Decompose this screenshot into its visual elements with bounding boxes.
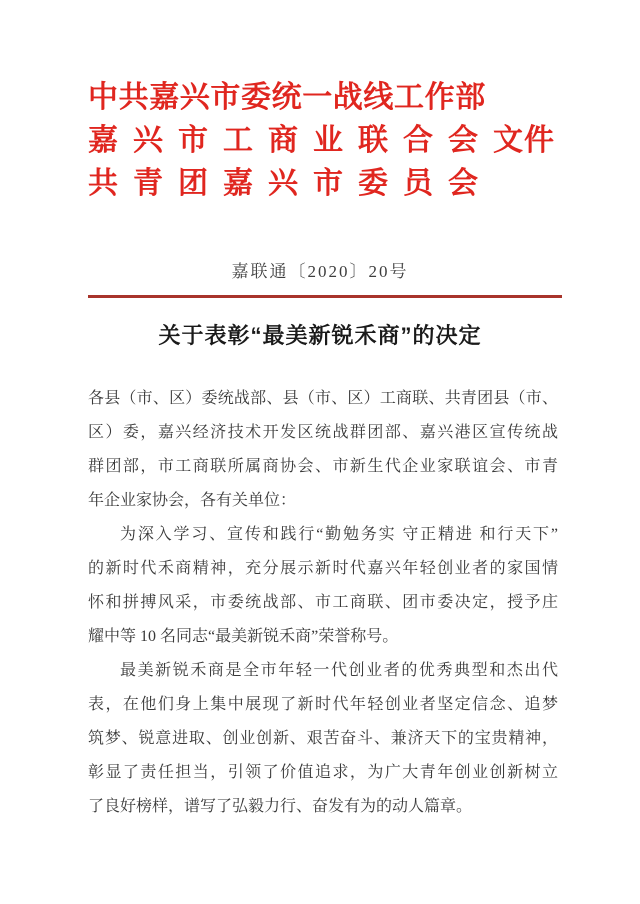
issuer-line-1: 中共嘉兴市委统一战线工作部 [88, 81, 486, 114]
issuer-line-2-suffix: 文件 [493, 124, 555, 157]
body-line: 筑梦、锐意进取、创业创新、艰苦奋斗、兼济天下的宝贵精神， [88, 730, 558, 747]
body-line: 怀和拼搏风采，市委统战部、市工商联、团市委决定，授予庄 [88, 594, 558, 611]
letterhead [88, 76, 555, 205]
body-line: 年企业家协会，各有关单位： [88, 492, 297, 509]
issuer-line-2-name: 嘉兴市工商业联合会 [88, 124, 493, 157]
document-body [88, 382, 558, 824]
body-line: 区）委，嘉兴经济技术开发区统战群团部、嘉兴港区宣传统战 [88, 424, 558, 441]
document-title: 关于表彰“最美新锐禾商”的决定 [158, 323, 482, 348]
body-line: 群团部，市工商联所属商协会、市新生代企业家联谊会、市青 [88, 458, 558, 475]
body-line: 了良好榜样，谱写了弘毅力行、奋发有为的动人篇章。 [88, 798, 473, 815]
body-line: 各县（市、区）委统战部、县（市、区）工商联、共青团县（市、 [88, 390, 558, 407]
body-line: 耀中等 10 名同志“最美新锐禾商”荣誉称号。 [88, 628, 399, 645]
body-line: 为深入学习、宣传和践行“勤勉务实 守正精进 和行天下” [120, 526, 558, 543]
body-line: 的新时代禾商精神，充分展示新时代嘉兴年轻创业者的家国情 [88, 560, 558, 577]
red-divider-line [88, 295, 562, 298]
body-line: 表，在他们身上集中展现了新时代年轻创业者坚定信念、追梦 [88, 696, 558, 713]
issuer-line-3: 共青团嘉兴市委员会 [88, 167, 493, 200]
document-number: 嘉联通〔2020〕20号 [231, 262, 409, 281]
body-line: 最美新锐禾商是全市年轻一代创业者的优秀典型和杰出代 [120, 662, 558, 679]
body-line: 彰显了责任担当，引领了价值追求，为广大青年创业创新树立 [88, 764, 558, 781]
issuer-line-2 [88, 119, 555, 162]
